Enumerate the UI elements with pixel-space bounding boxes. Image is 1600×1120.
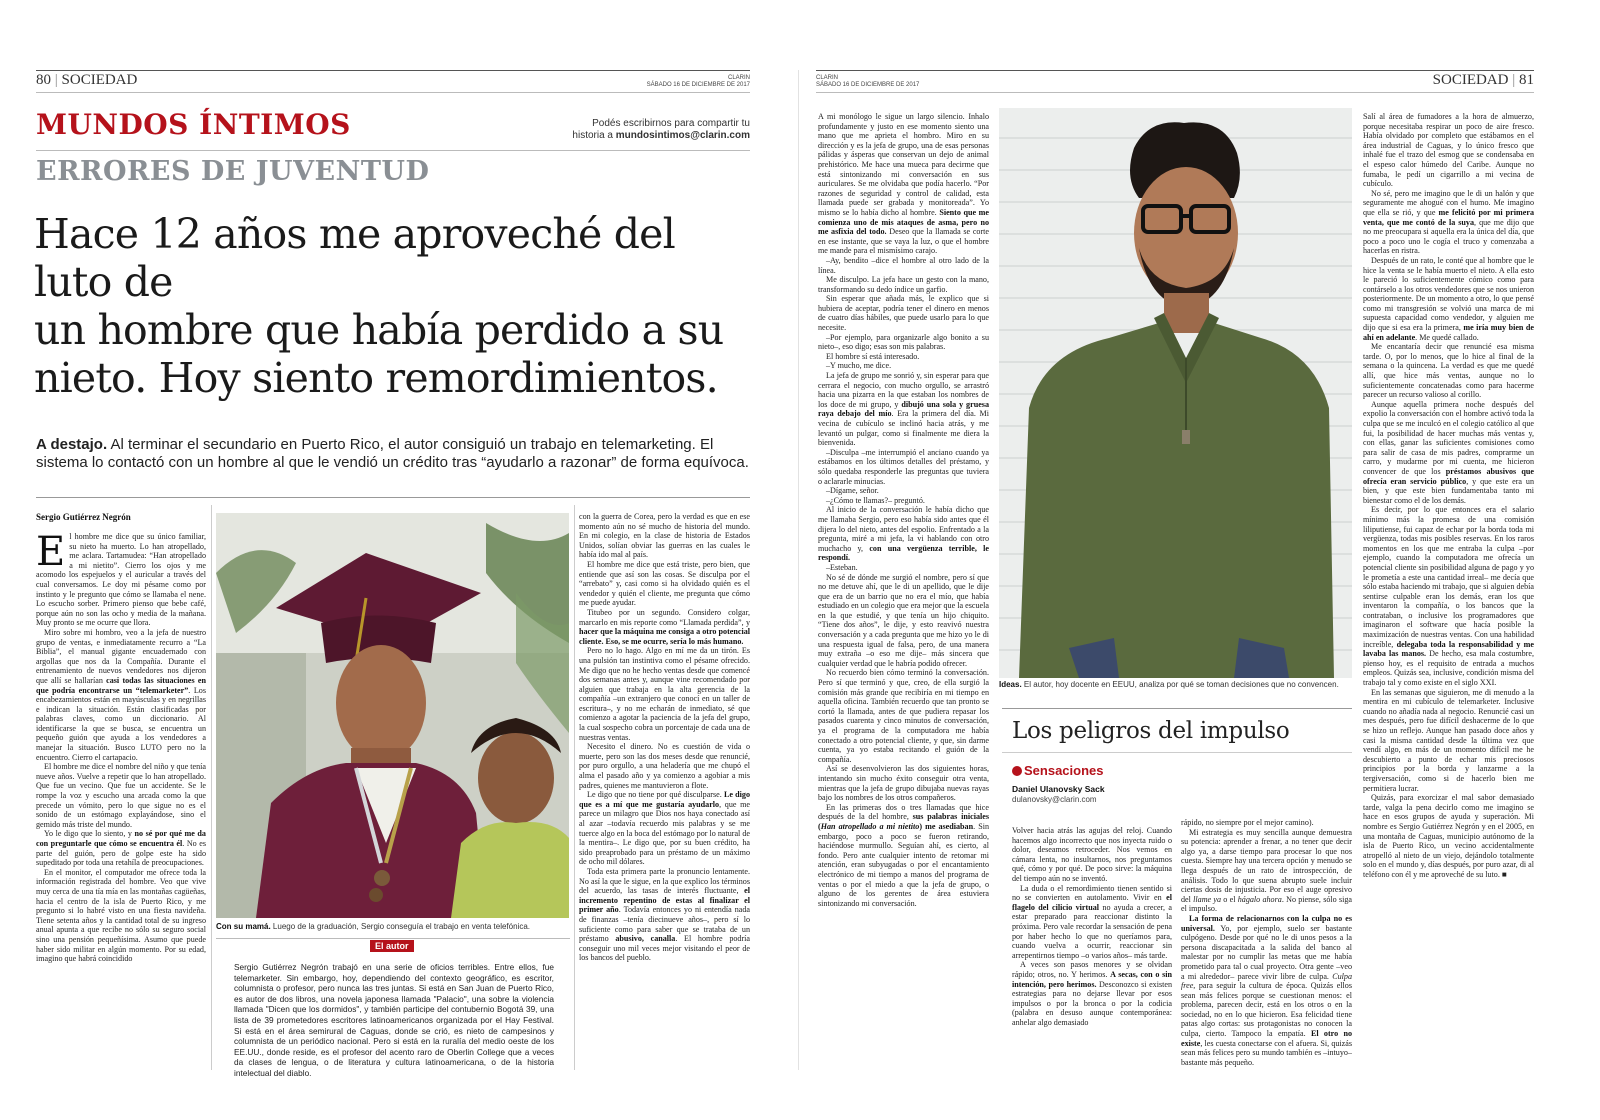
right-page-number: 81	[1519, 72, 1534, 88]
right-section-name: SOCIEDAD	[1432, 72, 1509, 88]
portrait-caption-text: El autor, hoy docente en EEUU, analiza por qué se toman decisiones que no convencen.	[1023, 680, 1339, 689]
headline-line-2: un hombre que había perdido a su	[34, 306, 724, 354]
left-date: SÁBADO 16 DE DICIEMBRE DE 2017	[646, 82, 750, 88]
graduation-caption-lead: Con su mamá.	[216, 922, 271, 931]
deck	[36, 436, 752, 472]
author-tag: El autor	[370, 940, 414, 952]
right-dateline	[816, 75, 919, 89]
contact-line-2: historia a	[572, 130, 616, 141]
contact-email[interactable]: mundosintimos@clarin.com	[615, 130, 750, 141]
left-folio: 80 | SOCIEDAD	[36, 72, 138, 88]
right-folio: SOCIEDAD | 81	[1432, 72, 1534, 88]
contact-line-1: Podés escribirnos para compartir tu	[592, 118, 750, 129]
sidebar-column-1: Volver hacia atrás las agujas del reloj. Cuando hacemos algo incorrecto que nos inyecta ruido o dolor, deseamos retroceder. Nos vemos en cámara lenta, no insultarnos, nos preguntamos qué, cómo y por qué. De poco sirve: la máquina del tiempo aún no se inventó. La duda o el remordimiento tienen sentido si no se convierten en autolamento. Vivir en el flagelo del cilicio virtual no ayuda a crecer, a estar preparado para reaccionar distinto la próxima. Pero vale recordar la sensación de pena por haber hecho lo que no queríamos para, cuando vuelva a ocurrir, reaccionar sin arrepentirnos tiempo –o varios años– más tarde. A veces son pasos menores y se olvidan rápido; otros, no. Y herimos. A secas, con o sin intención, pero herimos. Desconozco si existen estrategias para no dejarse llevar por esos impulsos o por la bronca o por la codicia (palabra en desuso aunque contemporánea: anhelar algo demasiado	[1012, 826, 1172, 1027]
left-page-number: 80	[36, 72, 51, 88]
right-publication: CLARIN	[816, 75, 839, 81]
subkicker: ERRORES DE JUVENTUD	[36, 156, 430, 187]
headline	[34, 210, 754, 402]
portrait-caption-lead: Ideas.	[999, 680, 1022, 689]
graduation-photo-caption	[216, 922, 576, 932]
author-bio: Sergio Gutiérrez Negrón trabajó en una serie de oficios terribles. Entre ellos, fue telemarketer. Sin embargo, hoy, dependiendo del contexto geográfico, es escritor, columnista o profesor, pero nunca las tres juntas. Si está en San Juan de Puerto Rico, es autor de dos libros, una novela japonesa llamada "Palacio", una sobre la violencia llamada "Dicen que los dormidos", y también participe del contubernio Bogotá 39, una lista de 39 prometedores escritores latinoamericanos organizada por el Hay Festival. Si está en el área semirural de Caguas, donde se crió, es nieto de campesinos y columnista de un periódico nacional. Pero si está en la ruralía del medio oeste de los EE.UU., donde reside, es el profesor del acento raro de Oberlin College que a veces da clases de lengua, o de literatura y cultura latinoamericana, o de la historia intelectual del diablo.	[234, 962, 554, 1078]
article-column-3: con la guerra de Corea, pero la verdad es que en ese momento aún no sé mucho de historia del mundo. En mi colegio, en la clase de historia de Estados Unidos, solían obviar las guerras en las cuales le había ido mal al país. El hombre me dice que está triste, pero bien, que entiende que así son las cosas. Se disculpa por el “arrebato” y, casi como si ha olvidado quién es el vendedor y quién el cliente, me pregunta que cómo me puede ayudar. Titubeo por un segundo. Considero colgar, marcarlo en mis reporte como “Llamada perdida”, y hacer que la máquina me consiga a otro potencial cliente. Eso, se me ocurre, sería lo más humano. Pero no lo hago. Algo en mí me da un tirón. Es una pulsión tan instintiva como el pésame ofrecido. Me digo que no he hecho ventas desde que comencé dos semanas antes y, aunque vine recomendado por alguien que trabaja en la alta gerencia de la compañía –un extranjero que conocí en un taller de escritura–, y no me echarán de inmediato, sé que comienzo a agotar la paciencia de la jefa del grupo, la cual sospecho cobra un porcentaje de cada una de nuestras ventas. Necesito el dinero. No es cuestión de vida o muerte, pero son las dos meses desde que renuncié, por puro orgullo, a una heladería que me chupó el alma el pasado año y ya comienzo a agobiar a mis padres, quienes me mantuvieron a flote. Le digo que no tiene por qué disculparse. Le digo que es a mí que me gustaría ayudarlo, que me parece un milagro que Dios nos haya conectado así al azar –todavía recuerdo mis palabras y se me tuerce algo en la boca del estómago por lo natural de la mentira–. Le digo que, por su buen crédito, ha sido preaprobado para un préstamo de un máximo de ocho mil dólares. Toda esta primera parte la pronuncio lentamente. No así la que le sigue, en la que explico los términos del acuerdo, las tasas de interés fluctuante, el incremento repentino de estas al finalizar el primer año. Todavía entonces yo ni entendía nada de finanzas –tenía diecinueve años–, pero sí lo suficiente como para saber que se trataba de un préstamo abusivo, canalla. El hombre podría conseguir uno mil veces mejor visitando el peor de los bancos del pueblo.	[579, 512, 750, 963]
author-portrait-photo	[999, 108, 1352, 678]
right-date: SÁBADO 16 DE DICIEMBRE DE 2017	[816, 82, 920, 88]
contact-note	[560, 118, 750, 142]
graduation-caption-text: Luego de la graduación, Sergio conseguía el trabajo en venta telefónica.	[272, 922, 530, 931]
sidebar-email[interactable]: dulanovsky@clarin.com	[1012, 795, 1097, 804]
sidebar-author: Daniel Ulanovsky Sack	[1012, 784, 1105, 794]
deck-line-1: Al terminar el secundario en Puerto Rico, el autor consiguió un trabajo en telemarketing. El	[110, 436, 714, 453]
left-publication: CLARIN	[727, 75, 750, 81]
sidebar-title: Los peligros del impulso	[1012, 718, 1290, 744]
left-section-name: SOCIEDAD	[61, 72, 138, 88]
headline-line-1: Hace 12 años me aproveché del luto de	[34, 210, 675, 306]
sidebar-section-label	[1012, 763, 1104, 778]
sidebar-section-name: Sensaciones	[1024, 763, 1104, 778]
deck-line-2: sistema lo contactó con un hombre al que le vendió un crédito tras “ayudarlo a razonar” de forma equívoca.	[36, 454, 749, 471]
author-portrait-illustration	[999, 108, 1352, 678]
portrait-photo-caption	[999, 680, 1359, 690]
graduation-photo	[216, 513, 569, 918]
left-dateline	[640, 75, 750, 89]
article-column-5: Salí al área de fumadores a la hora de almuerzo, porque necesitaba respirar un poco de aire fresco. Había olvidado por completo que estábamos en el área industrial de Caguas, y lo único fresco que inhalé fue el trazo del esmog que se condensaba en el espeso calor húmedo del Caribe. Aunque no fumaba, le pedí un cigarrillo a mi vecina de cubículo. No sé, pero me imagino que le di un halón y que seguramente me ahogué con el humo. Me imagino que ella se rió, y que me felicitó por mi primera venta, que me contó de la suya, que me dijo que no me preocupara si aquella era la única del día, que poco a poco uno le cogía el truco y comenzaba a hacerlas en ristra. Después de un rato, le conté que al hombre que le hice la venta se le había muerto el nieto. A ella esto le pareció lo suficientemente cómico como para contárselo a los otros vendedores que se nos unieron posteriormente. De un momento a otro, lo que pensé como mi transgresión se volvió una marca de mi supuesta capacidad como vendedor, y alguien me dijo que si esa era la primera, me iría muy bien de ahí en adelante. Me quedé callado. Me encantaría decir que renuncié esa misma tarde. O, por lo menos, que lo hice al final de la semana o la quincena. La verdad es que me quedé allí, que hice más ventas, aunque no lo suficientemente concatenadas como para hacerme parecer un recurso valioso al corillo. Aunque aquella primera noche después del expolio la conversación con el hombre activó toda la culpa que se me inculcó en el colegio católico al que fui, la posibilidad de hacer muchas más ventas y, con ellas, ganar las suficientes comisiones como para salir de casa de mis padres, comprarme un carro, y mudarme por mi cuenta, me hicieron convencer de que los préstamos abusivos que ofrecía eran servicio público, y que este era un bien, y que este bien fundamentaba tanto mi bienestar como el de los demás. Es decir, por lo que entonces era el salario mínimo más la promesa de una comisión liliputiense, fui capaz de echar por la borda toda mi vergüenza, todas mis posibles reservas. En los raros momentos en los que me entraba la culpa –por ejemplo, cuando la computadora me ofrecía un potencial cliente sin posibilidad alguna de pago y yo le prometía a este una cantidad irreal– me decía que sólo estaba haciendo mi trabajo, que si alguien debía sentirse culpable eran los demás, eran los que inventaron la compañía, o los bancos que la contrataban, o inclusive los programadores que imaginaron el software que hacía posible la maximización de nuestras ventas. Con una habilidad increíble, delegaba toda la responsabilidad y me lavaba las manos. De hecho, esa mala costumbre, pienso hoy, es el requisito de entrada a muchos empleos. Quizás sea, inclusive, condición misma del trabajo tal y como existe en el siglo XXI. En las semanas que siguieron, me di menudo a la mentira en mi cubículo de telemarketer. Inclusive cuando no añadía nada al negocio. Renuncié casi un mes después, pero fue difícil deshacerme de lo que se hizo un reflejo. Aunque han pasado doce años y casi la misma cantidad desde la última vez que vendí algo, en más de un momento difícil me he descubierto a punto de echar mis preciosos principios por la borda y lanzarme a la tergiversación, como si de hacerlo bien me permitiera lucrar. Quizás, para exorcizar el mal sabor demasiado tarde, valga la pena decirlo como me imagino se hace en esos grupos de ayuda y superación. Mi nombre es Sergio Gutiérrez Negrón y en el 2005, en una montaña de Caguas, municipio autónomo de la isla de Puerto Rico, un vecino accidentalmente atropelló al nieto de un viejo, dejándolo totalmente solo en el mundo y, días después, por puro azar, di al teléfono con él y me aproveché de su luto. ■	[1363, 112, 1534, 879]
byline: Sergio Gutiérrez Negrón	[36, 512, 131, 522]
kicker: MUNDOS ÍNTIMOS	[36, 108, 351, 141]
graduation-photo-illustration	[216, 513, 569, 918]
dropcap: E	[36, 532, 66, 575]
sidebar-column-2: rápido, no siempre por el mejor camino). Mi estrategia es muy sencilla aunque demuestra su potencia: aprender a frenar, a no tener que decir algo ya, a darse tiempo para procesar lo que nos cuesta. Siempre hay una tercera opción y menudo se llega después de un rato de introspección, de análisis. Todo lo que suena abrupto suele incluir ciertas dosis de injusticia. Por eso el auge opresivo del llame ya o el hágalo ahora. No piense, sólo siga el impulso. La forma de relacionarnos con la culpa no es universal. Yo, por ejemplo, suelo ser bastante culpógeno. Desde por qué no le di unos pesos a la persona discapacitada a la salida del banco al malestar por no cumplir las metas que me había prometido para tal o cual proyecto. Otra gente –veo a mi alrededor– parece vivir libre de culpa. Culpa free, para seguir la cultura de época. Quizás ellos sean más felices porque se cuestionan menos: el problema, parecen decir, está en los otros o en la sociedad, no en lo que hicieron. Esa felicidad tiene patas algo cortas: sus protagonistas no conocen la culpa, cierto. Tampoco la empatía. El otro no existe, les cuesta conectarse con el afuera. Si, quizás sean más felices pero su mundo también es –intuyo– bastante más pequeño.	[1181, 818, 1352, 1067]
sensaciones-icon	[1012, 766, 1022, 776]
article-column-1: El hombre me dice que su único familiar, su nieto ha muerto. Lo han atropellado, me aclara. Tartamudea: “Han atropellado a mi nietito”. Cierro los ojos y me acomodo los espejuelos y el auricular a través del cual conversamos. Le doy mi pésame como por instinto y le pregunto que cómo se llamaba el nene. Lo escucho sorber. Primero pienso que bebe café, porque aún no son las ocho y media de la mañana. Muy pronto se me ocurre que llora. Miro sobre mi hombro, veo a la jefa de nuestro grupo de ventas, e inmediatamente recurro a “La Biblia”, el manual gigante encuadernado con argollas que nos da la Compañía. Durante el entrenamiento de nuevos vendedores nos dijeron que allí se hallarían casi todas las situaciones en que podría encontrarse un “telemarketer”. Los encabezamientos están en mayúsculas y en negrillas e indican la situación. Están clasificadas por palabras claves, como un diccionario. Al identificarse la que se busca, se encuentra un pequeño guión que ayuda a los vendedores a manejar la situación. Busco LUTO pero no la encuentro. Cierro el cartapacio. El hombre me dice el nombre del niño y que tenía nueve años. Vuelve a repetir que lo han atropellado. Que fue un vecino. Que fue un accidente. Se le rompe la voz y escucho una arcada como la que precede un vómito, pero lo que sigue no es el sonido de un estómago explayándose, sino el gemido más triste del mundo. Yo le digo que lo siento, y no sé por qué me da con preguntarle que cómo se encuentra él. No es parte del guión, pero de golpe este ha sido supeditado por toda una retahíla de preocupaciones. En el monitor, el computador me ofrece toda la información registrada del hombre. Veo que vive muy cerca de una tía mía en las montañas cagüeñas, hacia el centro de la isla de Puerto Rico, y me pregunto si lo habré visto en una fiesta navideña. Tiene setenta años y la cantidad total de su ingreso anual apunta a que recibe no sólo su seguro social sino una pensión pequeñísima. Asumo que puede haber sido militar en algún momento. Por su edad, imagino que habrá coincidido	[36, 532, 206, 964]
headline-line-3: nieto. Hoy siento remordimientos.	[34, 354, 718, 402]
deck-lead: A destajo.	[36, 436, 108, 453]
article-column-4: A mi monólogo le sigue un largo silencio. Inhalo profundamente y justo en ese momento siento una mano que me aprieta el hombro. Miro en su dirección y es la jefa de grupo, una de esas personas pálidas y ásperas que conservan un dejo de animal prehistórico. Me hace una mueca para decirme que está sintonizando mi conversación en sus auriculares. Se me olvidaba que podía hacerlo. “Por razones de seguridad y control de calidad, esta llamada puede ser grabada y monitoreada”. Yo mismo se lo había dicho al hombre. Siento que me comienza uno de mis ataques de asma, pero no me asfixia del todo. Deseo que la llamada se corte en ese instante, que se vaya la luz, o que el hombre me mande para el mismísimo carajo. –Ay, bendito –dice el hombre al otro lado de la línea. Me disculpo. La jefa hace un gesto con la mano, transformando su dedo índice un garfio. Sin esperar que añada más, le explico que si hubiera de aceptar, podría tener el dinero en menos de cuatro días hábiles, que puede usarlo para lo que necesite. –Por ejemplo, para organizarle algo bonito a su nieto–, eso digo; esas son mis palabras. El hombre sí está interesado. –Y mucho, me dice. La jefa de grupo me sonrió y, sin esperar para que cerrara el negocio, con mucho orgullo, se arrastró hacia una pizarra en la que estaban los nombres de los doce de mi grupo, y dibujó una sola y gruesa raya debajo del mío. Era la primera del día. Mi vecina de cubículo se inclinó hacia atrás, y me levantó un pulgar, como si finalmente me diera la bienvenida. –Disculpa –me interrumpió el anciano cuando ya estábamos en los últimos detalles del préstamo, y sólo quedaba responderle las preguntas que tuviera o aclararle minucias. –Dígame, señor. –¿Cómo te llamas?– preguntó. Al inicio de la conversación le había dicho que me llamaba Sergio, pero eso había sido antes que él dijera lo del nieto, antes del espolio. Enfrentado a la pregunta, miré a mi jefa, la vi hablando con otro muchacho y, con una vergüenza terrible, le respondí. –Esteban. No sé de dónde me surgió el nombre, pero sí que no me detuve ahí, que le di un apellido, que le dije que era de un barrio que no era el mío, que había estudiado en un colegio que era mejor que la escuela en la que estudié, y que tenía un hijo chiquito. “Tiene dos años”, le dije, y esto reavivó nuestra conversación y a cada pregunta que me hizo yo le di una respuesta igual de falsa, pero, de una manera muy extraña –o eso me dije– más sincera que cualquier verdad que le habría podido ofrecer. No recuerdo bien cómo terminó la conversación. Pero sí que terminó y que, creo, de ella surgió la comisión más grande que recibiría en mi tiempo en aquella oficina. También recuerdo que tan pronto se cortó la llamada, antes de que pudiera repasar los pasados cuarenta y cinco minutos de conversación, ya el programa de la computadora me había conectado a otro potencial cliente, y que, sin darme cuenta, ya yo estaba recitando el guión de la compañía. Así se desenvolvieron las dos siguientes horas, intentando sin mucho éxito conseguir otra venta, mientras que la jefa de grupo dibujaba nuevas rayas bajo los nombres de los otros compañeros. En las primeras dos o tres llamadas que hice después de la del hombre, sus palabras iniciales (Han atropellado a mi nietito) me asediaban. Sin embargo, poco a poco se fueron retirando, haciéndose murmullo. Seguían ahí, es cierto, al fondo. Pero ante cualquier intento de retomar mi atención, eran subyugadas o por el encantamiento electrónico de mi tiempo a manos del programa de ventas o por el miedo a que la jefa de grupo, o alguno de los gerentes de área estuviera sintonizando mi conversación.	[818, 112, 989, 908]
